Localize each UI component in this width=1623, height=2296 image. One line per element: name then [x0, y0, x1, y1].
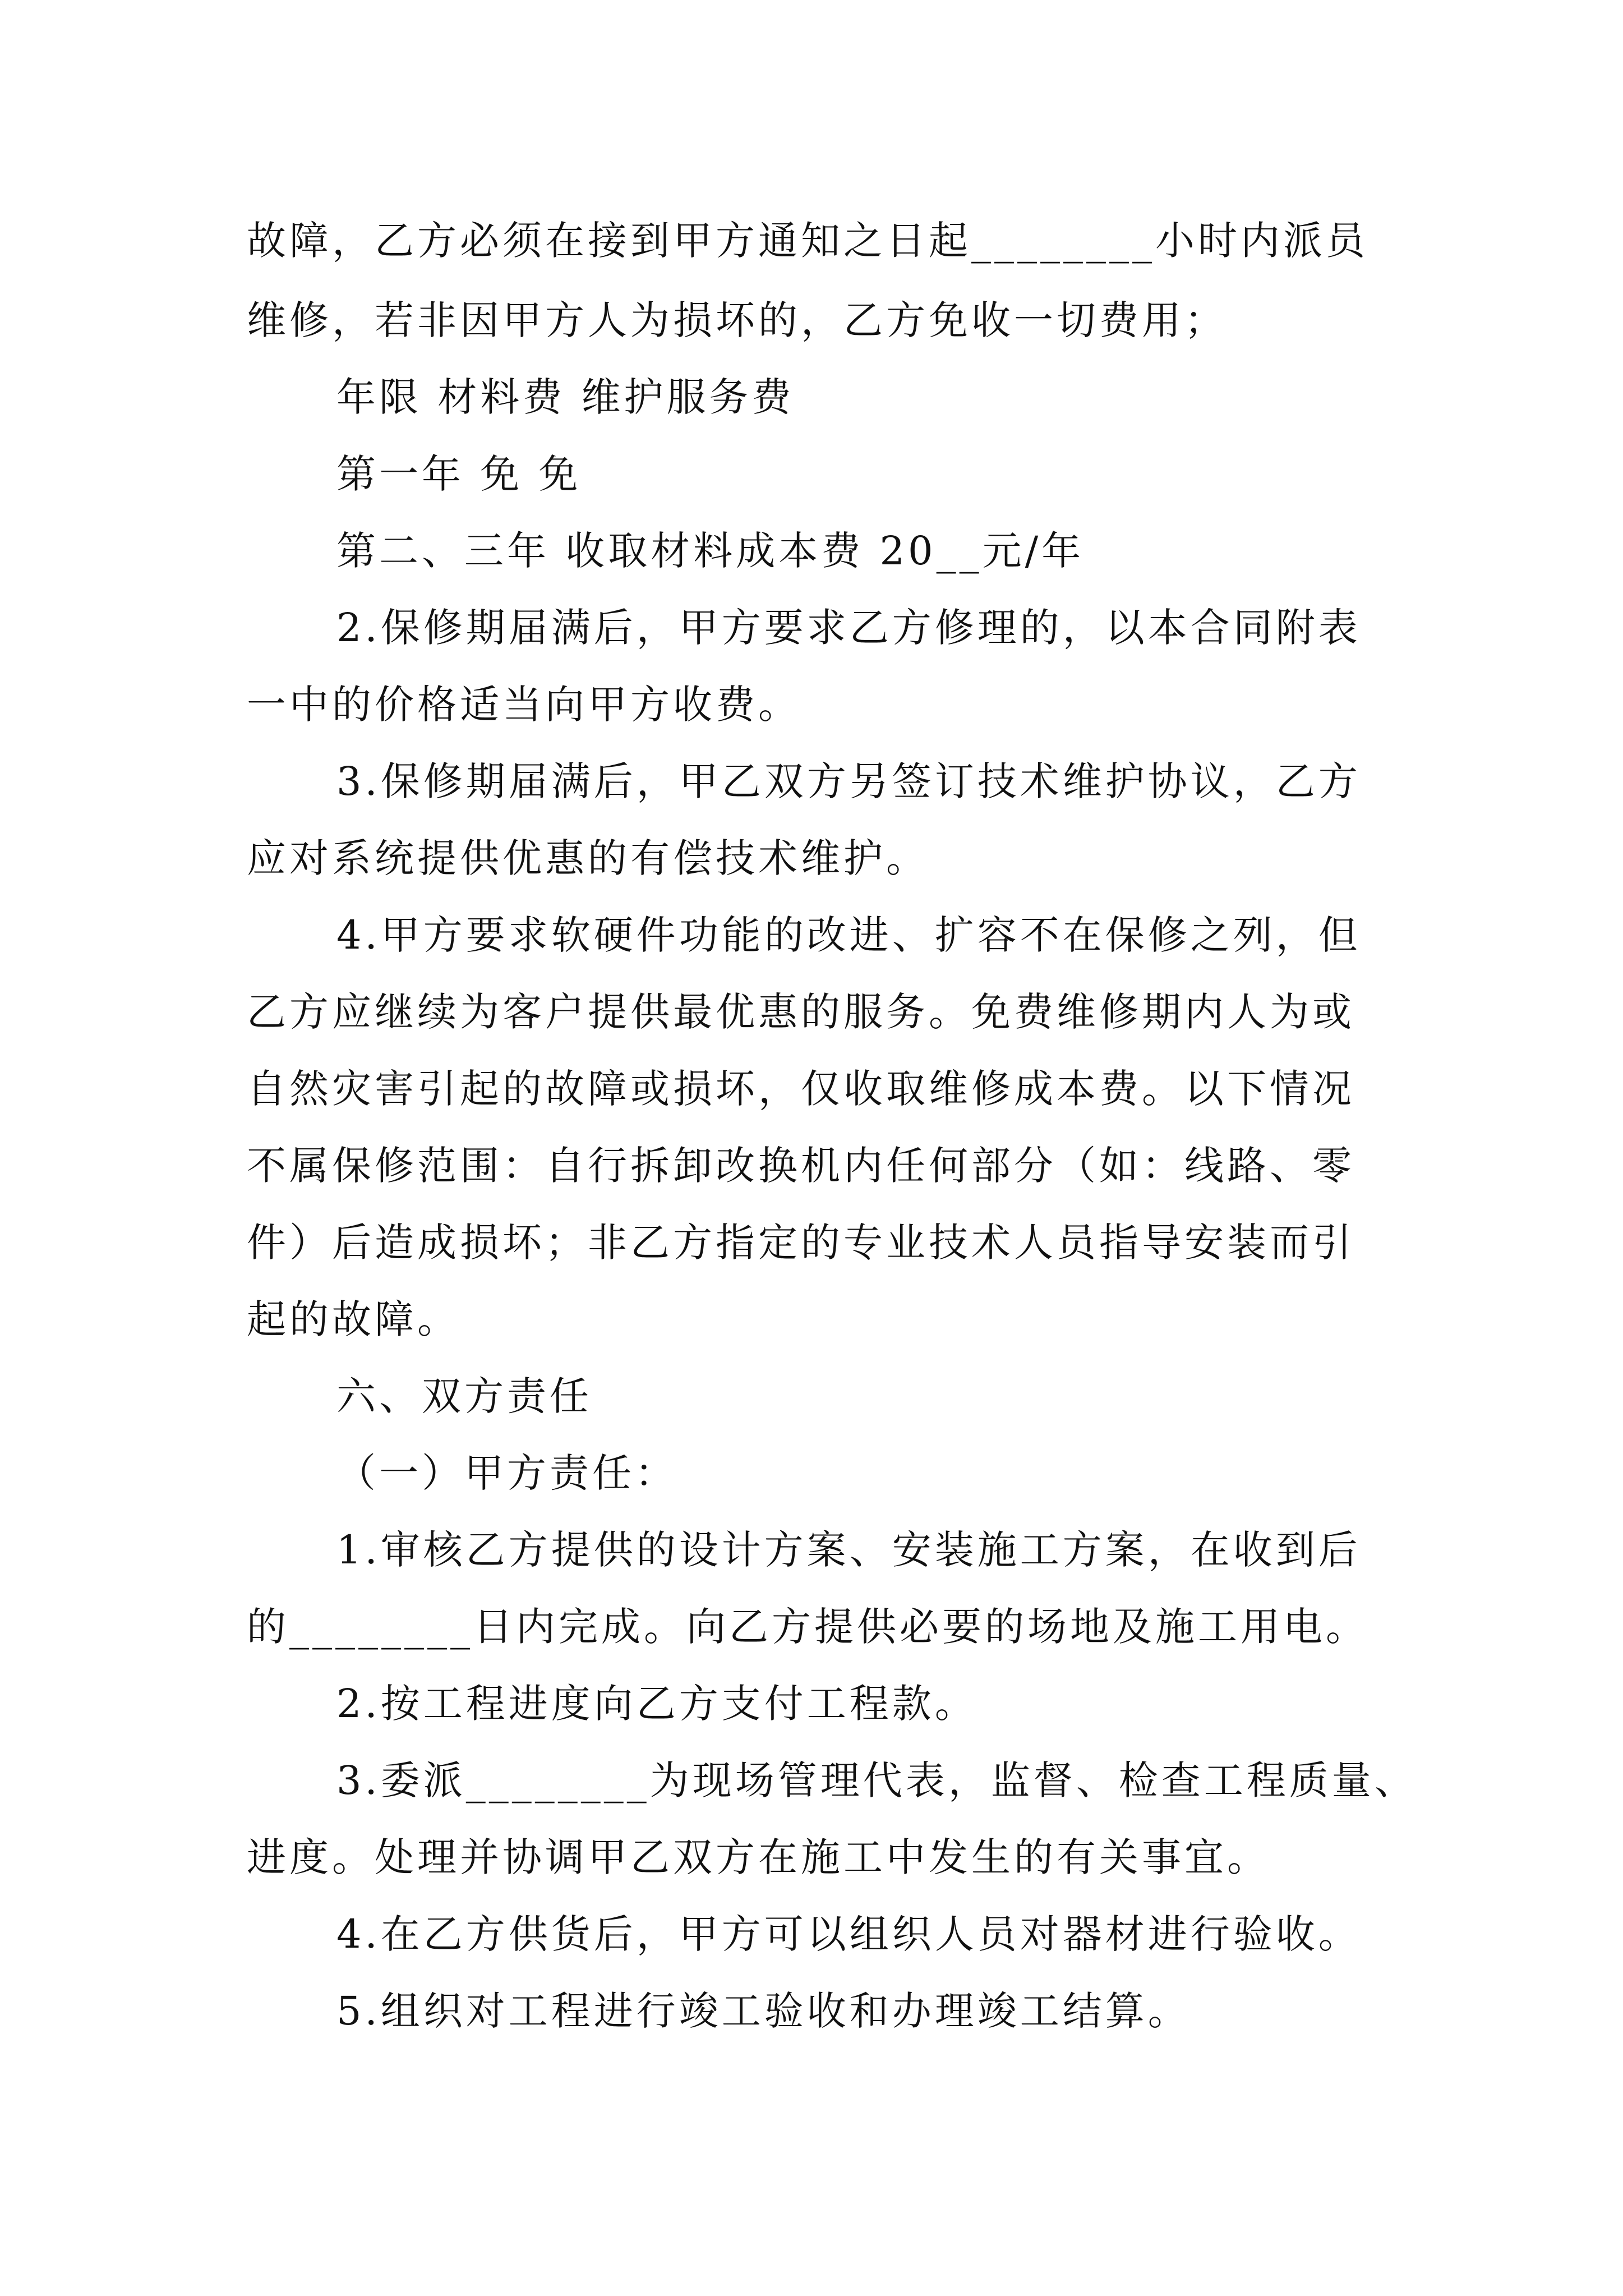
text-line: 2.按工程进度向乙方支付工程款。 — [336, 1681, 978, 1727]
text-line: 5.组织对工程进行竣工验收和办理竣工结算。 — [336, 1988, 1191, 2034]
subsection-heading: （一）甲方责任： — [336, 1450, 677, 1496]
text-line: 年限 材料费 维护服务费 — [336, 374, 795, 420]
text-line: 应对系统提供优惠的有偿技术维护。 — [247, 835, 929, 881]
section-heading: 六、双方责任 — [336, 1373, 592, 1419]
text-line: 第一年 免 免 — [336, 451, 582, 497]
text-line: 维修，若非因甲方人为损坏的，乙方免收一切费用； — [247, 297, 1227, 343]
text-line: 进度。处理并协调甲乙双方在施工中发生的有关事宜。 — [247, 1834, 1270, 1880]
text-line: 4.在乙方供货后，甲方可以组织人员对器材进行验收。 — [336, 1911, 1361, 1957]
text-line: 故障，乙方必须在接到甲方通知之日起________小时内派员 — [247, 218, 1368, 264]
text-line: 1.审核乙方提供的设计方案、安装施工方案，在收到后 — [336, 1527, 1361, 1573]
text-line: 3.委派________为现场管理代表，监督、检查工程质量、 — [336, 1757, 1417, 1803]
text-line: 一中的价格适当向甲方收费。 — [247, 682, 801, 728]
text-line: 第二、三年 收取材料成本费 20__元/年 — [336, 528, 1085, 574]
text-line: 不属保修范围：自行拆卸改换机内任何部分（如：线路、零 — [247, 1143, 1355, 1189]
text-line: 的________日内完成。向乙方提供必要的场地及施工用电。 — [247, 1604, 1368, 1650]
text-line: 件）后造成损坏；非乙方指定的专业技术人员指导安装而引 — [247, 1220, 1355, 1266]
text-line: 3.保修期届满后，甲乙双方另签订技术维护协议，乙方 — [336, 758, 1361, 804]
text-line: 2.保修期届满后，甲方要求乙方修理的，以本合同附表 — [336, 605, 1361, 651]
text-line: 自然灾害引起的故障或损坏，仅收取维修成本费。以下情况 — [247, 1066, 1355, 1112]
text-line: 4.甲方要求软硬件功能的改进、扩容不在保修之列，但 — [336, 912, 1361, 958]
text-line: 乙方应继续为客户提供最优惠的服务。免费维修期内人为或 — [247, 989, 1355, 1035]
text-line: 起的故障。 — [247, 1296, 460, 1342]
